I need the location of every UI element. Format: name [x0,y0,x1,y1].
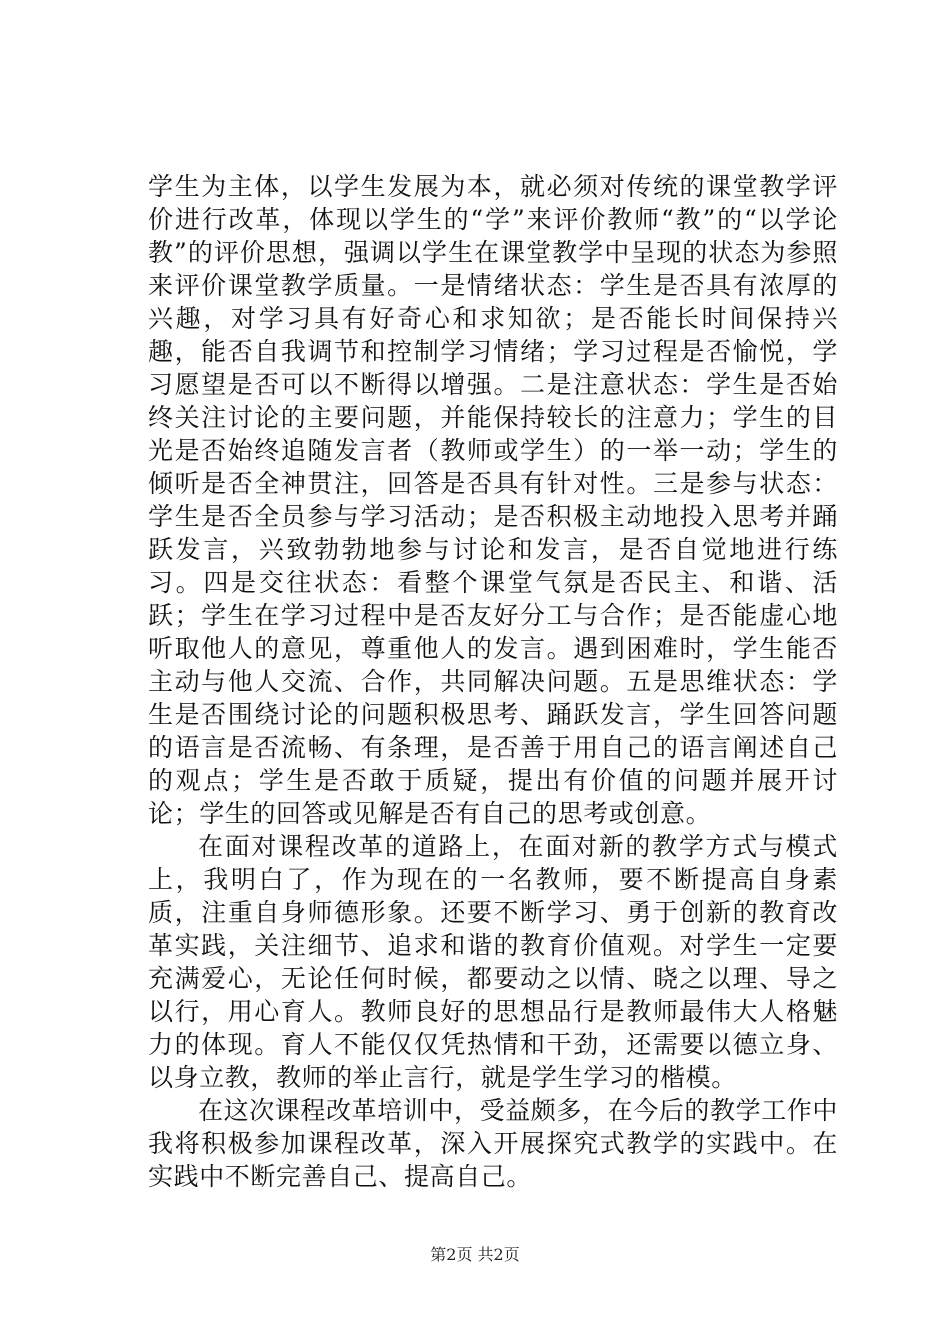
page-footer [0,1245,950,1265]
paragraph-3: 在这次课程改革培训中，受益颇多，在今后的教学工作中我将积极参加课程改革，深入开展探究式教学的实践中。在实践中不断完善自己、提高自己。 [148,1096,839,1191]
body-text [148,170,838,1193]
paragraph-2: 在面对课程改革的道路上，在面对新的教学方式与模式上，我明白了，作为现在的一名教师，要不断提高自身素质，注重自身师德形象。还要不断学习、勇于创新的教育改革实践，关注细节、追求和谐的教育价值观。对学生一定要充满爱心，无论任何时候，都要动之以情、晓之以理、导之以行，用心育人。教师良好的思想品行是教师最伟大人格魅力的体现。育人不能仅仅凭热情和干劲，还需要以德立身、以身立教，教师的举止言行，就是学生学习的楷模。 [148,832,838,1092]
paragraph-1: 学生为主体，以学生发展为本，就必须对传统的课堂教学评价进行改革，体现以学生的“学”来评价教师“教”的“以学论教”的评价思想，强调以学生在课堂教学中呈现的状态为参照来评价课堂教学质量。一是情绪状态：学生是否具有浓厚的兴趣，对学习具有好奇心和求知欲；是否能长时间保持兴趣，能否自我调节和控制学习情绪；学习过程是否愉悦，学习愿望是否可以不断得以增强。二是注意状态：学生是否始终关注讨论的主要问题，并能保持较长的注意力；学生的目光是否始终追随发言者（教师或学生）的一举一动；学生的倾听是否全神贯注，回答是否具有针对性。三是参与状态：学生是否全员参与学习活动；是否积极主动地投入思考并踊跃发言，兴致勃勃地参与讨论和发言，是否自觉地进行练习。四是交往状态：看整个课堂气氛是否民主、和谐、活跃；学生在学习过程中是否友好分工与合作；是否能虚心地听取他人的意见，尊重他人的发言。遇到困难时，学生能否主动与他人交流、合作，共同解决问题。五是思维状态：学生是否围绕讨论的问题积极思考、踊跃发言，学生回答问题的语言是否流畅、有条理，是否善于用自己的语言阐述自己的观点；学生是否敢于质疑，提出有价值的问题并展开讨论；学生的回答或见解是否有自己的思考或创意。 [148,172,838,828]
page-total: 共2页 [477,1245,520,1264]
page-number: 第2页 [430,1245,473,1264]
